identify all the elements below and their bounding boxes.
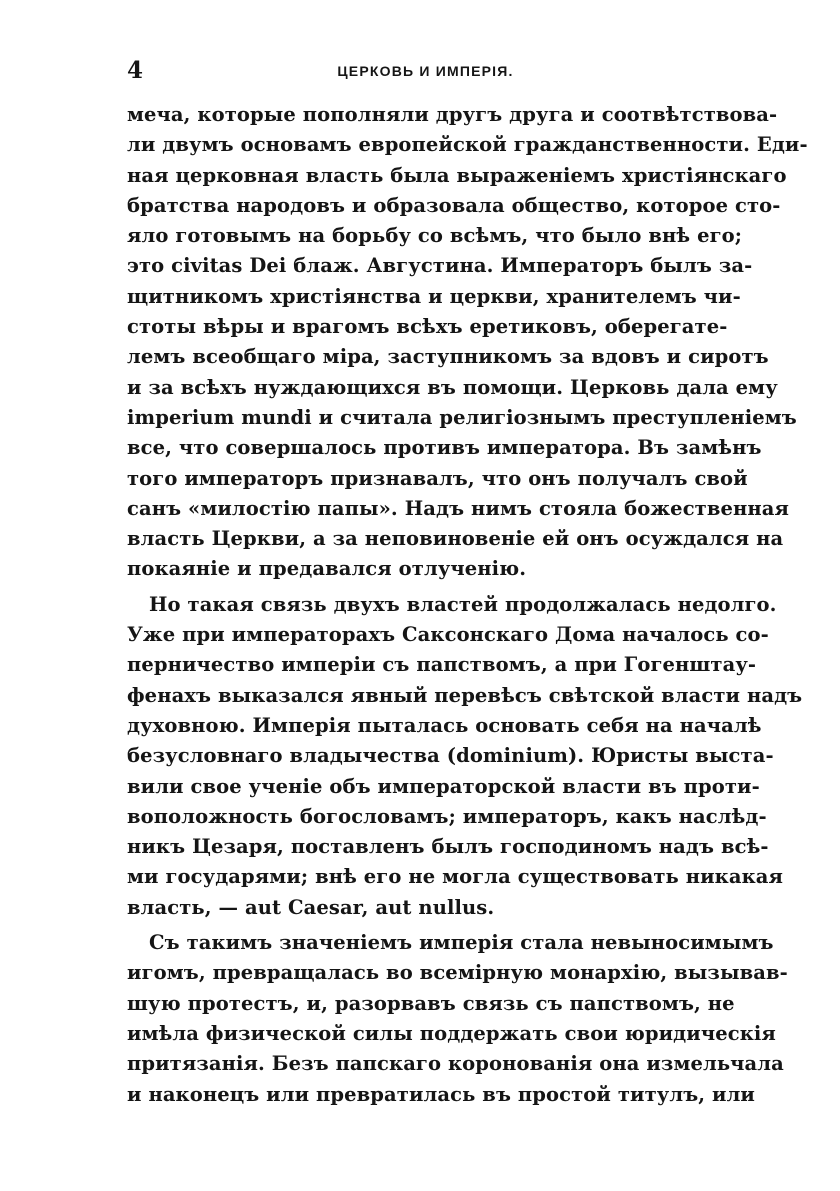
text-line: власть, — aut Caesar, aut nullus.: [127, 895, 495, 919]
text-line: это civitas Dei блаж. Августина. Императоръ былъ за-: [127, 254, 753, 278]
text-line: покаяніе и предавался отлученію.: [127, 557, 527, 581]
text-line: безусловнаго владычества (dominium). Юристы выста-: [127, 744, 774, 768]
text-line: меча, которые пополняли другъ друга и соотвѣтствова-: [127, 103, 778, 126]
paragraph-1: [127, 100, 808, 585]
text-line: власть Церкви, а за неповиновеніе ей онъ осуждался на: [127, 527, 784, 551]
text-line: Уже при императорахъ Саксонскаго Дома началось со-: [127, 623, 769, 647]
text-line: щитникомъ христіянства и церкви, хранителемъ чи-: [127, 284, 741, 308]
text-line: Но такая связь двухъ властей продолжалась недолго.: [149, 592, 777, 616]
page-number: 4: [127, 57, 144, 84]
text-line: яло готовымъ на борьбу со всѣмъ, что было внѣ его;: [127, 224, 743, 248]
text-line: имѣла физической силы поддержать свои юридическія: [127, 1021, 776, 1045]
text-line: шую протестъ, и, разорвавъ связь съ папствомъ, не: [127, 991, 735, 1015]
text-line: игомъ, превращалась во всемірную монархію, вызывав-: [127, 961, 788, 985]
body-text: [127, 100, 808, 1110]
text-line: и за всѣхъ нуждающихся въ помощи. Церковь дала ему: [127, 375, 778, 399]
text-line: притязанія. Безъ папскаго коронованія она измельчала: [127, 1052, 784, 1076]
text-line: того императоръ признавалъ, что онъ получалъ свой: [127, 466, 748, 490]
text-line: ная церковная власть была выраженіемъ христіянскаго: [127, 163, 787, 187]
text-line: вили свое ученіе объ императорской власти въ проти-: [127, 774, 760, 798]
text-line: ми государями; внѣ его не могла существовать никакая: [127, 865, 784, 889]
paragraph-2: [127, 590, 803, 923]
text-line: фенахъ выказался явный перевѣсъ свѣтской власти надъ: [127, 683, 803, 707]
text-line: перничество имперіи съ папствомъ, а при Гогенштау-: [127, 653, 757, 677]
text-line: и наконецъ или превратилась въ простой титулъ, или: [127, 1082, 755, 1106]
text-line: ли двумъ основамъ европейской гражданственности. Еди-: [127, 133, 808, 157]
text-line: лемъ всеобщаго міра, заступникомъ за вдовъ и сиротъ: [127, 345, 769, 369]
page-header: [127, 56, 724, 86]
text-line: Съ такимъ значеніемъ имперія стала невыносимымъ: [149, 931, 774, 955]
text-line: стоты вѣры и врагомъ всѣхъ еретиковъ, оберегате-: [127, 315, 728, 339]
text-line: все, что совершалось противъ императора. Въ замѣнъ: [127, 436, 762, 460]
paragraph-3: [127, 928, 788, 1110]
text-line: никъ Цезаря, поставленъ былъ господиномъ надъ всѣ-: [127, 835, 769, 859]
text-line: санъ «милостію папы». Надъ нимъ стояла божественная: [127, 496, 789, 520]
text-line: духовною. Имперія пыталась основать себя на началѣ: [127, 713, 762, 737]
text-line: братства народовъ и образовала общество, которое сто-: [127, 193, 781, 217]
text-line: воположность богословамъ; императоръ, какъ наслѣд-: [127, 804, 767, 828]
text-line: imperium mundi и считала религіознымъ преступленіемъ: [127, 405, 797, 429]
running-title: ЦЕРКОВЬ И ИМПЕРІЯ.: [337, 63, 514, 79]
